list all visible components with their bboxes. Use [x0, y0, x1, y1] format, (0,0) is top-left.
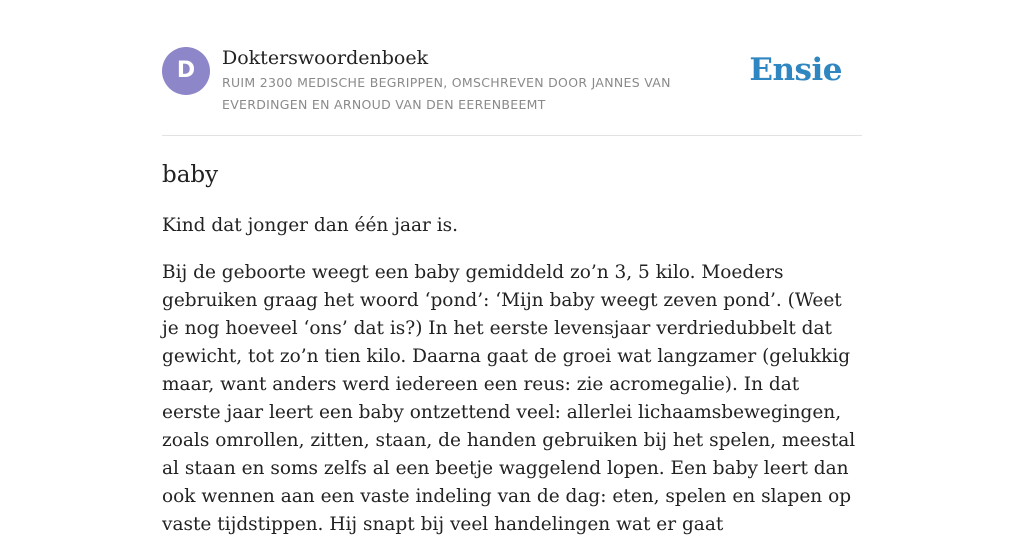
ensie-logo[interactable]: Ensie: [749, 52, 842, 88]
entry-title: baby: [162, 162, 219, 188]
entry-definition: Kind dat jonger dan één jaar is.: [162, 215, 459, 236]
entry-body: Bij de geboorte weegt een baby gemiddeld zo’n 3, 5 kilo. Moeders gebruiken graag het woord ‘pond’: ‘Mijn baby weegt zeven pond’. (Weet je nog hoeveel ‘ons’ dat is?) In het eerste levensjaar verdriedubbelt dat gewicht, tot zo’n tien kilo. Daarna gaat de groei wat langzamer (gelukkig maar, want anders werd iedereen een reus: zie acromegalie). In dat eerste jaar leert een baby ontzettend veel: allerlei lichaamsbewegingen, zoals omrollen, zitten, staan, de handen gebruiken bij het spelen, meestal al staan en soms zelfs al een beetje waggelend lopen. Een baby leert dan ook wennen aan een vaste indeling van de dag: eten, spelen en slapen op vaste tijdstippen. Hij snapt bij veel handelingen wat er gaat: [162, 262, 856, 535]
source-header: [162, 44, 862, 136]
source-title[interactable]: Dokterswoordenboek: [222, 47, 429, 69]
source-avatar[interactable]: D: [162, 47, 210, 95]
source-subtitle: RUIM 2300 MEDISCHE BEGRIPPEN, OMSCHREVEN DOOR JANNES VAN EVERDINGEN EN ARNOUD VAN DEN EERENBEEMT: [222, 75, 671, 112]
